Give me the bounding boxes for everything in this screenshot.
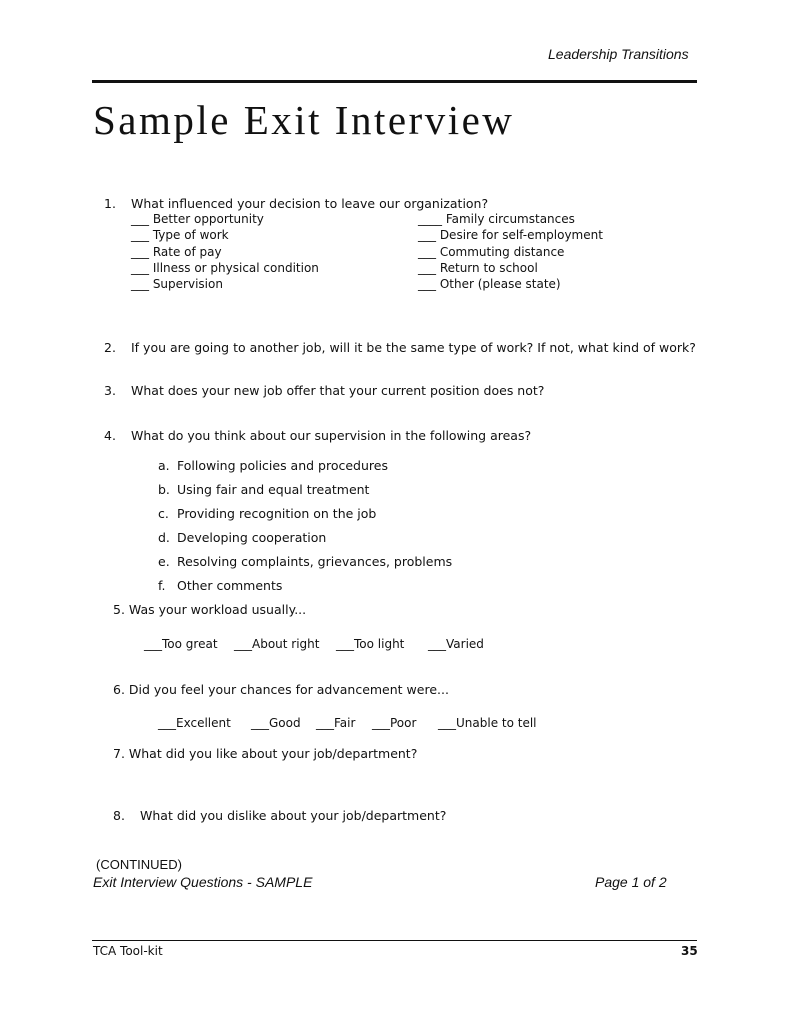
q4-item-text: Developing cooperation (177, 530, 327, 545)
q6-option-unable-to-tell: ___Unable to tell (438, 716, 537, 730)
q1-option-supervision: ___ Supervision (131, 277, 223, 291)
continued-note: (CONTINUED) (96, 857, 182, 872)
q4-item-letter: e. (158, 554, 170, 569)
q7-text: 7. What did you like about your job/department? (113, 746, 418, 761)
q4-item-letter: d. (158, 530, 170, 545)
q4-item-text: Following policies and procedures (177, 458, 388, 473)
q4-item-text: Using fair and equal treatment (177, 482, 370, 497)
q2-text: If you are going to another job, will it be the same type of work? If not, what kind of work? (131, 340, 696, 355)
q6-option-good: ___Good (251, 716, 301, 730)
q1-text: What influenced your decision to leave our organization? (131, 196, 489, 211)
q6-option-excellent: ___Excellent (158, 716, 231, 730)
q4-item-letter: f. (158, 578, 166, 593)
q4-number: 4. (104, 428, 116, 443)
q1-option-type-of-work: ___ Type of work (131, 228, 229, 242)
q1-option-family-circumstances: ____ Family circumstances (418, 212, 575, 226)
footer-divider (92, 940, 697, 941)
q4-item-letter: a. (158, 458, 170, 473)
q1-option-other: ___ Other (please state) (418, 277, 561, 291)
toolkit-label: TCA Tool-kit (93, 944, 163, 958)
form-footer-title: Exit Interview Questions - SAMPLE (93, 874, 313, 890)
header-divider (92, 80, 697, 83)
q5-option-varied: ___Varied (428, 637, 484, 651)
q5-option-too-great: ___Too great (144, 637, 218, 651)
q1-option-commuting-distance: ___ Commuting distance (418, 245, 565, 259)
q4-item-text: Other comments (177, 578, 283, 593)
running-header: Leadership Transitions (548, 46, 689, 62)
q5-option-about-right: ___About right (234, 637, 320, 651)
q5-option-too-light: ___Too light (336, 637, 405, 651)
q2-number: 2. (104, 340, 116, 355)
form-page-count: Page 1 of 2 (595, 874, 667, 890)
q4-text: What do you think about our supervision in the following areas? (131, 428, 532, 443)
q1-option-self-employment: ___ Desire for self-employment (418, 228, 603, 242)
q3-number: 3. (104, 383, 116, 398)
q4-item-text: Providing recognition on the job (177, 506, 377, 521)
q6-option-poor: ___Poor (372, 716, 417, 730)
q6-text: 6. Did you feel your chances for advancement were... (113, 682, 449, 697)
q8-number: 8. (113, 808, 125, 823)
q4-item-letter: b. (158, 482, 170, 497)
q1-option-better-opportunity: ___ Better opportunity (131, 212, 264, 226)
page-title: Sample Exit Interview (93, 97, 515, 143)
q5-text: 5. Was your workload usually... (113, 602, 307, 617)
q1-option-return-to-school: ___ Return to school (418, 261, 538, 275)
q4-item-letter: c. (158, 506, 169, 521)
q1-number: 1. (104, 196, 116, 211)
q8-text: What did you dislike about your job/department? (140, 808, 447, 823)
q1-option-rate-of-pay: ___ Rate of pay (131, 245, 222, 259)
q6-option-fair: ___Fair (316, 716, 356, 730)
q3-text: What does your new job offer that your current position does not? (131, 383, 545, 398)
page-number: 35 (681, 944, 698, 958)
q4-item-text: Resolving complaints, grievances, problems (177, 554, 453, 569)
q1-option-illness: ___ Illness or physical condition (131, 261, 319, 275)
